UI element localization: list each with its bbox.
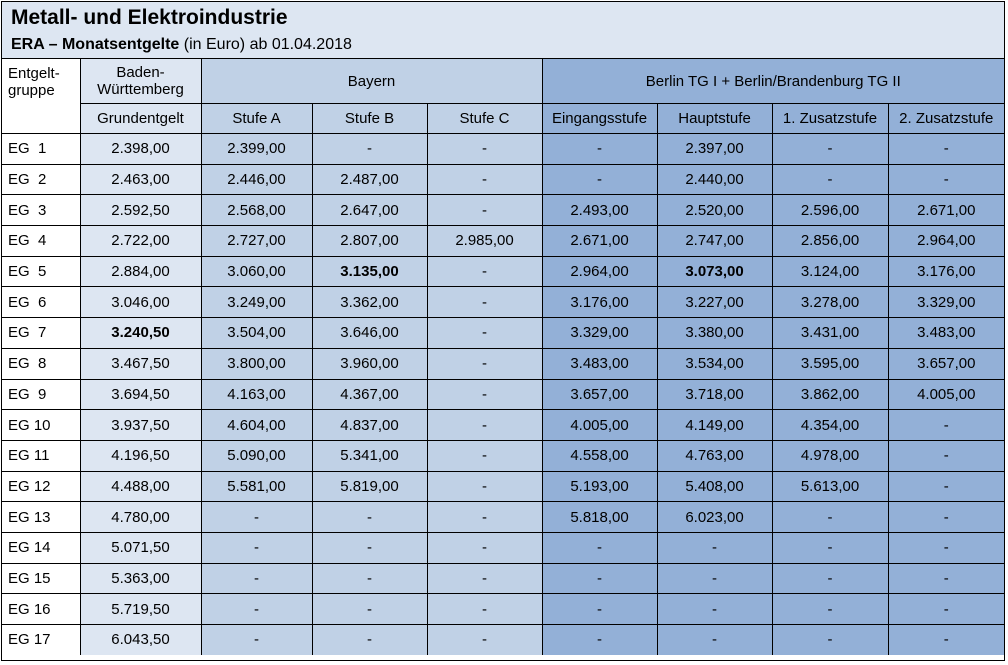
table-cell: 3.380,00 [657, 318, 772, 349]
table-cell: 2.487,00 [312, 164, 427, 195]
row-entgeltgruppe: EG 11 [2, 440, 80, 471]
table-cell: 3.249,00 [201, 287, 312, 318]
table-cell: 2.397,00 [657, 134, 772, 165]
table-cell: 4.005,00 [542, 410, 657, 441]
table-cell: - [888, 471, 1004, 502]
table-cell: - [772, 164, 888, 195]
table-cell: - [427, 256, 542, 287]
header-region-bayern: Bayern [201, 59, 542, 104]
row-entgeltgruppe: EG 3 [2, 195, 80, 226]
table-cell: 5.613,00 [772, 471, 888, 502]
table-row [2, 471, 1004, 502]
table-cell: 4.149,00 [657, 410, 772, 441]
row-entgeltgruppe: EG 9 [2, 379, 80, 410]
table-cell: 2.446,00 [201, 164, 312, 195]
table-cell: 5.581,00 [201, 471, 312, 502]
table-cell: - [772, 563, 888, 594]
table-row [2, 532, 1004, 563]
table-cell: - [312, 532, 427, 563]
table-cell: 2.884,00 [80, 256, 201, 287]
table-cell: 3.060,00 [201, 256, 312, 287]
table-cell: - [427, 594, 542, 625]
table-cell: - [888, 164, 1004, 195]
table-cell: 4.488,00 [80, 471, 201, 502]
row-entgeltgruppe: EG 10 [2, 410, 80, 441]
table-cell: 4.604,00 [201, 410, 312, 441]
table-cell: - [888, 625, 1004, 655]
row-entgeltgruppe: EG 17 [2, 625, 80, 655]
table-cell: 2.399,00 [201, 134, 312, 165]
table-cell: - [427, 134, 542, 165]
table-cell: 3.046,00 [80, 287, 201, 318]
table-cell: 4.367,00 [312, 379, 427, 410]
table-cell: 4.558,00 [542, 440, 657, 471]
table-cell: - [542, 594, 657, 625]
table-cell: 5.719,50 [80, 594, 201, 625]
header-stufe-c: Stufe C [427, 104, 542, 134]
table-cell: 2.807,00 [312, 226, 427, 257]
row-entgeltgruppe: EG 15 [2, 563, 80, 594]
table-cell: - [427, 318, 542, 349]
table-cell: 2.722,00 [80, 226, 201, 257]
table-cell: 2.493,00 [542, 195, 657, 226]
row-entgeltgruppe: EG 6 [2, 287, 80, 318]
table-cell: 3.483,00 [888, 318, 1004, 349]
table-cell: 4.005,00 [888, 379, 1004, 410]
table-cell: 6.043,50 [80, 625, 201, 655]
row-entgeltgruppe: EG 16 [2, 594, 80, 625]
table-cell: 5.071,50 [80, 532, 201, 563]
table-cell: 5.090,00 [201, 440, 312, 471]
table-cell: 4.780,00 [80, 502, 201, 533]
table-cell: 2.440,00 [657, 164, 772, 195]
page-subtitle [11, 36, 352, 54]
table-row [2, 287, 1004, 318]
table-cell: 2.747,00 [657, 226, 772, 257]
table-cell: - [542, 532, 657, 563]
table-cell: - [542, 164, 657, 195]
table-cell: 2.647,00 [312, 195, 427, 226]
table-cell: 3.504,00 [201, 318, 312, 349]
table-cell: 2.568,00 [201, 195, 312, 226]
table-cell: 3.483,00 [542, 348, 657, 379]
page-title: Metall- und Elektroindustrie [11, 6, 288, 29]
table-cell: 6.023,00 [657, 502, 772, 533]
header-stufe-b: Stufe B [312, 104, 427, 134]
table-row [2, 256, 1004, 287]
header-stufe-a: Stufe A [201, 104, 312, 134]
table-cell: 3.431,00 [772, 318, 888, 349]
table-row [2, 134, 1004, 165]
title-block [2, 2, 1004, 59]
header-region-bw [80, 59, 201, 104]
table-cell: 3.646,00 [312, 318, 427, 349]
table-cell: - [312, 502, 427, 533]
table-row [2, 625, 1004, 655]
table-cell: 2.592,50 [80, 195, 201, 226]
header-region-bw-label: Baden- Württemberg [97, 64, 184, 98]
table-cell: 3.595,00 [772, 348, 888, 379]
table-cell: 3.937,50 [80, 410, 201, 441]
table-cell: 3.534,00 [657, 348, 772, 379]
header-entgeltgruppe [2, 59, 80, 134]
header-entgeltgruppe-label: Entgelt- gruppe [8, 65, 60, 99]
table-cell: 3.862,00 [772, 379, 888, 410]
table-cell: 3.329,00 [888, 287, 1004, 318]
header-hauptstufe: Hauptstufe [657, 104, 772, 134]
table-cell: 3.073,00 [657, 256, 772, 287]
row-entgeltgruppe: EG 7 [2, 318, 80, 349]
table-cell: 3.800,00 [201, 348, 312, 379]
header-grundentgelt: Grundentgelt [80, 104, 201, 134]
table-cell: - [201, 502, 312, 533]
table-cell: 2.856,00 [772, 226, 888, 257]
row-entgeltgruppe: EG 8 [2, 348, 80, 379]
table-row [2, 594, 1004, 625]
table-cell: - [427, 195, 542, 226]
table-cell: - [888, 502, 1004, 533]
subtitle-rest: (in Euro) ab 01.04.2018 [179, 36, 352, 53]
table-cell: - [772, 625, 888, 655]
table-cell: 5.818,00 [542, 502, 657, 533]
table-cell: - [888, 410, 1004, 441]
table-cell: - [427, 379, 542, 410]
table-cell: - [427, 164, 542, 195]
table-cell: 4.354,00 [772, 410, 888, 441]
table-cell: - [427, 502, 542, 533]
table-cell: 4.163,00 [201, 379, 312, 410]
table-cell: 3.362,00 [312, 287, 427, 318]
table-cell: - [201, 625, 312, 655]
row-entgeltgruppe: EG 2 [2, 164, 80, 195]
table-row [2, 164, 1004, 195]
row-entgeltgruppe: EG 4 [2, 226, 80, 257]
table-cell: - [772, 502, 888, 533]
table-row [2, 502, 1004, 533]
row-entgeltgruppe: EG 12 [2, 471, 80, 502]
table-cell: 5.341,00 [312, 440, 427, 471]
row-entgeltgruppe: EG 1 [2, 134, 80, 165]
table-cell: - [772, 594, 888, 625]
table-cell: - [888, 532, 1004, 563]
table-row [2, 379, 1004, 410]
header-zusatzstufe-1: 1. Zusatzstufe [772, 104, 888, 134]
table-row [2, 348, 1004, 379]
row-entgeltgruppe: EG 13 [2, 502, 80, 533]
table-cell: 2.596,00 [772, 195, 888, 226]
table-cell: 2.671,00 [888, 195, 1004, 226]
table-cell: - [888, 134, 1004, 165]
table-row [2, 410, 1004, 441]
table-cell: 3.329,00 [542, 318, 657, 349]
table-cell: - [427, 440, 542, 471]
header-region-berlin: Berlin TG I + Berlin/Brandenburg TG II [542, 59, 1004, 104]
table-row [2, 195, 1004, 226]
table-cell: - [888, 440, 1004, 471]
table-cell: 3.227,00 [657, 287, 772, 318]
table-cell: - [427, 348, 542, 379]
table-cell: - [201, 594, 312, 625]
subtitle-bold: ERA – Monatsentgelte [11, 36, 180, 53]
table-cell: 2.964,00 [542, 256, 657, 287]
table-cell: 3.176,00 [888, 256, 1004, 287]
salary-table [2, 58, 1004, 655]
table-cell: - [888, 594, 1004, 625]
table-cell: 3.960,00 [312, 348, 427, 379]
table-cell: 3.657,00 [888, 348, 1004, 379]
table-row [2, 226, 1004, 257]
table-cell: - [427, 287, 542, 318]
row-entgeltgruppe: EG 14 [2, 532, 80, 563]
table-cell: 2.398,00 [80, 134, 201, 165]
table-cell: - [312, 563, 427, 594]
table-cell: 2.985,00 [427, 226, 542, 257]
table-cell: 3.718,00 [657, 379, 772, 410]
table-cell: - [427, 625, 542, 655]
table-cell: 3.467,50 [80, 348, 201, 379]
table-cell: 5.408,00 [657, 471, 772, 502]
table-cell: 4.837,00 [312, 410, 427, 441]
table-cell: - [542, 625, 657, 655]
table-cell: - [427, 471, 542, 502]
table-cell: 5.363,00 [80, 563, 201, 594]
table-row [2, 440, 1004, 471]
table-cell: - [657, 594, 772, 625]
table-cell: 4.978,00 [772, 440, 888, 471]
table-cell: 2.520,00 [657, 195, 772, 226]
table-cell: - [657, 563, 772, 594]
table-cell: - [312, 625, 427, 655]
salary-sheet [1, 1, 1005, 661]
header-eingangsstufe: Eingangsstufe [542, 104, 657, 134]
table-cell: 5.819,00 [312, 471, 427, 502]
header-zusatzstufe-2: 2. Zusatzstufe [888, 104, 1004, 134]
table-cell: 3.124,00 [772, 256, 888, 287]
table-cell: - [657, 625, 772, 655]
table-row [2, 563, 1004, 594]
table-cell: - [542, 563, 657, 594]
table-cell: 3.657,00 [542, 379, 657, 410]
table-cell: - [427, 563, 542, 594]
table-cell: - [201, 532, 312, 563]
table-cell: - [312, 594, 427, 625]
table-cell: 5.193,00 [542, 471, 657, 502]
table-cell: - [888, 563, 1004, 594]
table-cell: 4.196,50 [80, 440, 201, 471]
table-cell: 2.463,00 [80, 164, 201, 195]
table-cell: 3.278,00 [772, 287, 888, 318]
table-cell: 4.763,00 [657, 440, 772, 471]
table-cell: - [201, 563, 312, 594]
table-cell: 2.727,00 [201, 226, 312, 257]
table-cell: - [772, 134, 888, 165]
table-cell: 3.694,50 [80, 379, 201, 410]
table-cell: 2.671,00 [542, 226, 657, 257]
table-cell: - [657, 532, 772, 563]
table-cell: - [312, 134, 427, 165]
table-cell: 2.964,00 [888, 226, 1004, 257]
table-cell: 3.176,00 [542, 287, 657, 318]
row-entgeltgruppe: EG 5 [2, 256, 80, 287]
table-cell: - [427, 410, 542, 441]
table-cell: 3.135,00 [312, 256, 427, 287]
table-cell: 3.240,50 [80, 318, 201, 349]
table-cell: - [542, 134, 657, 165]
table-row [2, 318, 1004, 349]
table-cell: - [772, 532, 888, 563]
table-cell: - [427, 532, 542, 563]
